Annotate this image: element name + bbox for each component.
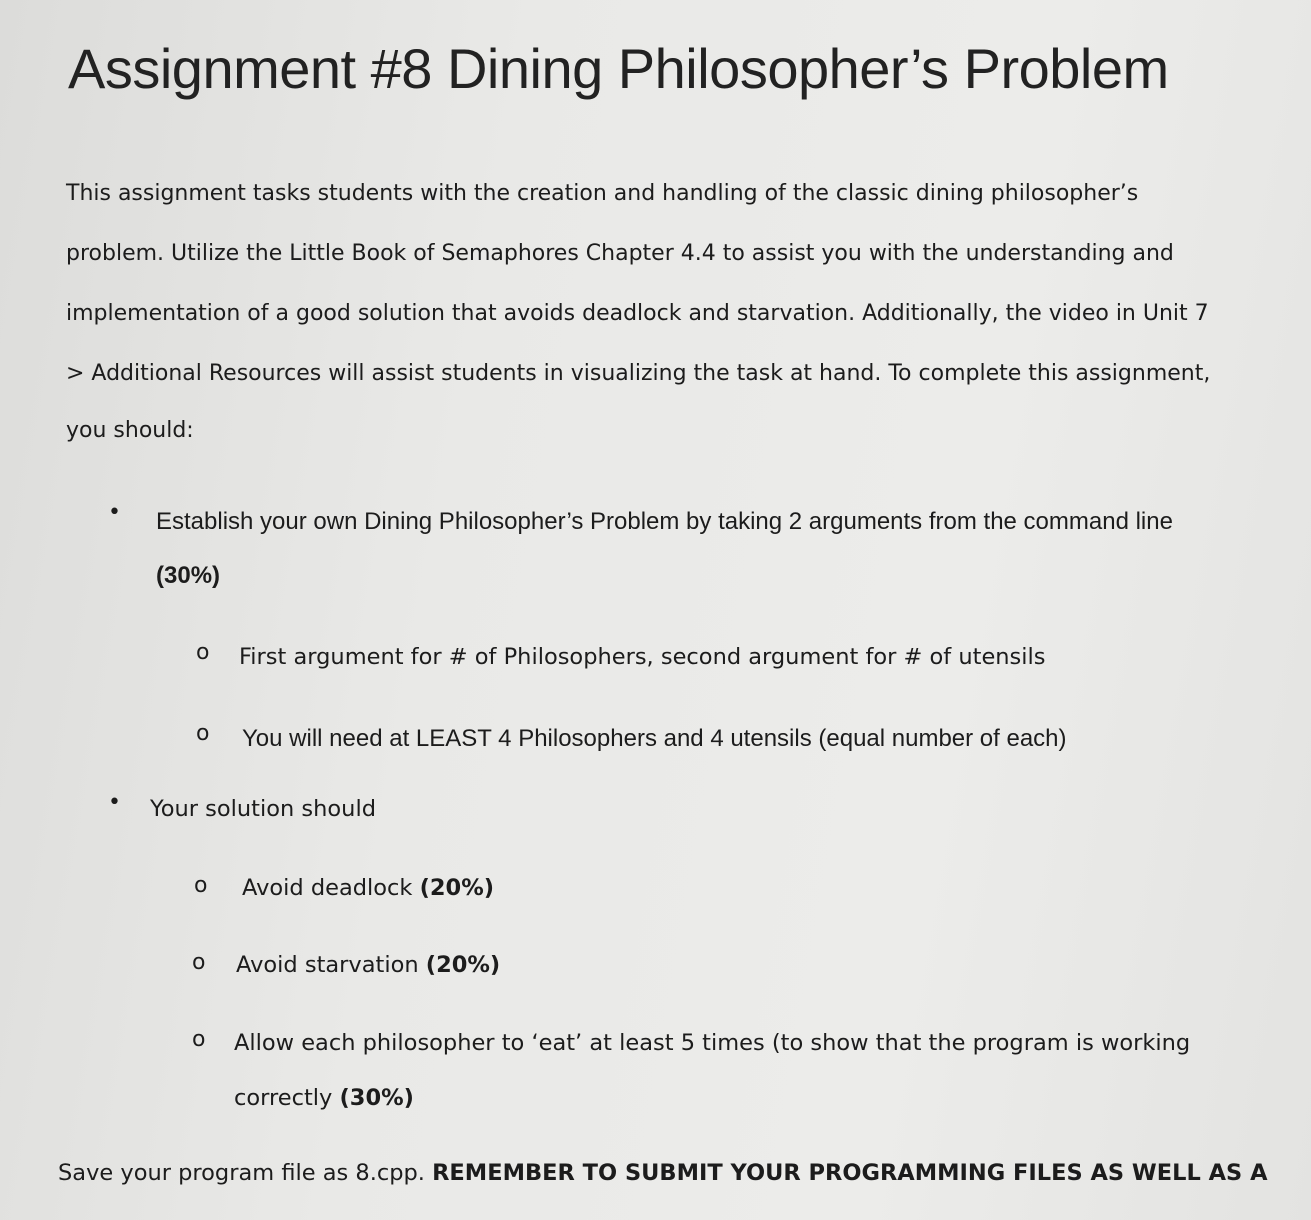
sub-bullet-icon: o [192,1027,206,1052]
item-1-sub-2: You will need at LEAST 4 Philosophers and 4 utensils (equal number of each) [242,725,1067,752]
intro-line-2: problem. Utilize the Little Book of Semaphores Chapter 4.4 to assist you with the understanding and [66,241,1174,266]
item-1-sub-1: First argument for # of Philosophers, second argument for # of utensils [239,644,1046,670]
item-1-line-2: (30%) [156,562,221,589]
intro-line-4: > Additional Resources will assist students in visualizing the task at hand. To complete this assignment, [66,361,1211,386]
item-1-line-1: Establish your own Dining Philosopher’s Problem by taking 2 arguments from the command line [156,508,1173,535]
bullet-icon: • [108,790,121,815]
item-2-sub-2: Avoid starvation (20%) [236,952,501,978]
bullet-icon: • [108,500,121,525]
sub-bullet-icon: o [192,950,206,975]
intro-line-1: This assignment tasks students with the creation and handling of the classic dining philosopher’s [66,181,1139,206]
item-2-sub-3-line-1: Allow each philosopher to ‘eat’ at least 5 times (to show that the program is working [234,1030,1191,1056]
item-2-sub-3-line-2: correctly (30%) [234,1085,414,1111]
item-2-line-1: Your solution should [150,796,376,822]
page-title: Assignment #8 Dining Philosopher’s Problem [68,37,1169,100]
intro-line-3: implementation of a good solution that avoids deadlock and starvation. Additionally, the video in Unit 7 [66,301,1209,326]
item-2-sub-1: Avoid deadlock (20%) [242,875,495,901]
sub-bullet-icon: o [194,873,208,898]
sub-bullet-icon: o [196,721,210,746]
sub-bullet-icon: o [196,640,210,665]
intro-line-5: you should: [66,418,194,443]
footer-line: Save your program file as 8.cpp. REMEMBER TO SUBMIT YOUR PROGRAMMING FILES AS WELL AS A [58,1160,1268,1186]
